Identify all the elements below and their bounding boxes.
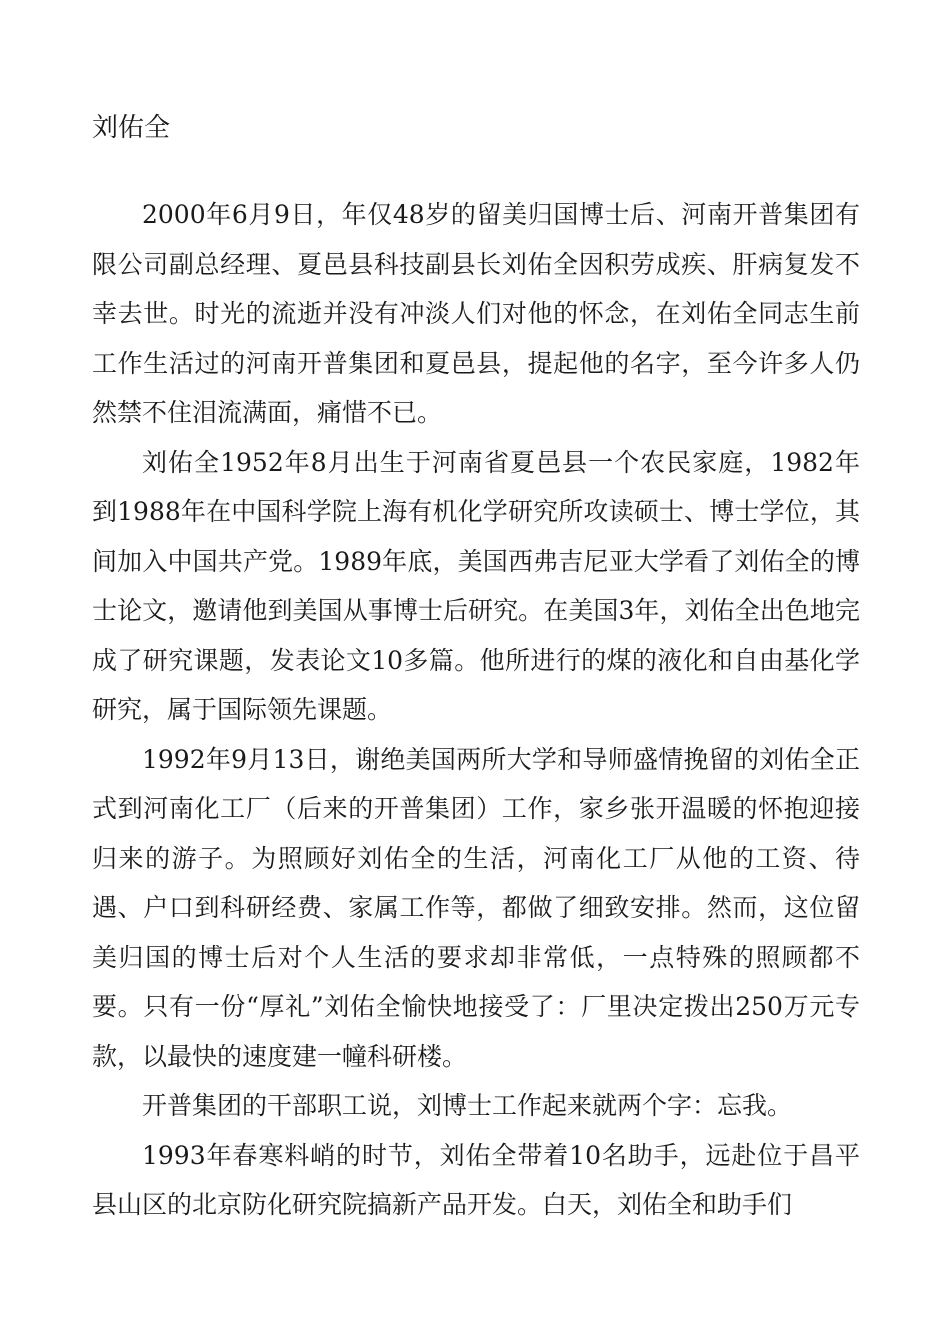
paragraph-5: 1993年春寒料峭的时节，刘佑全带着10名助手，远赴位于昌平县山区的北京防化研究院搞新产品开发。白天，刘佑全和助手们 (92, 1140, 860, 1219)
paragraph-4: 开普集团的干部职工说，刘博士工作起来就两个字：忘我。 (142, 1091, 793, 1120)
paragraph-1: 2000年6月9日，年仅48岁的留美归国博士后、河南开普集团有限公司副总经理、夏邑县科技副县长刘佑全因积劳成疾、肝病复发不幸去世。时光的流逝并没有冲淡人们对他的怀念，在刘佑全同志生前工作生活过的河南开普集团和夏邑县，提起他的名字，至今许多人仍然禁不住泪流满面，痛惜不已。 (92, 200, 860, 427)
paragraph-2: 刘佑全1952年8月出生于河南省夏邑县一个农民家庭，1982年到1988年在中国科学院上海有机化学研究所攻读硕士、博士学位，其间加入中国共产党。1989年底，美国西弗吉尼亚大学看了刘佑全的博士论文，邀请他到美国从事博士后研究。在美国3年，刘佑全出色地完成了研究课题，发表论文10多篇。他所进行的煤的液化和自由基化学研究，属于国际领先课题。 (92, 447, 860, 724)
document-body (92, 190, 860, 1230)
document-title: 刘佑全 (92, 113, 171, 143)
paragraph-3: 1992年9月13日，谢绝美国两所大学和导师盛情挽留的刘佑全正式到河南化工厂（后来的开普集团）工作，家乡张开温暖的怀抱迎接归来的游子。为照顾好刘佑全的生活，河南化工厂从他的工资、待遇、户口到科研经费、家属工作等，都做了细致安排。然而，这位留美归国的博士后对个人生活的要求却非常低，一点特殊的照顾都不要。只有一份“厚礼”刘佑全愉快地接受了：厂里决定拨出250万元专款，以最快的速度建一幢科研楼。 (92, 744, 860, 1071)
